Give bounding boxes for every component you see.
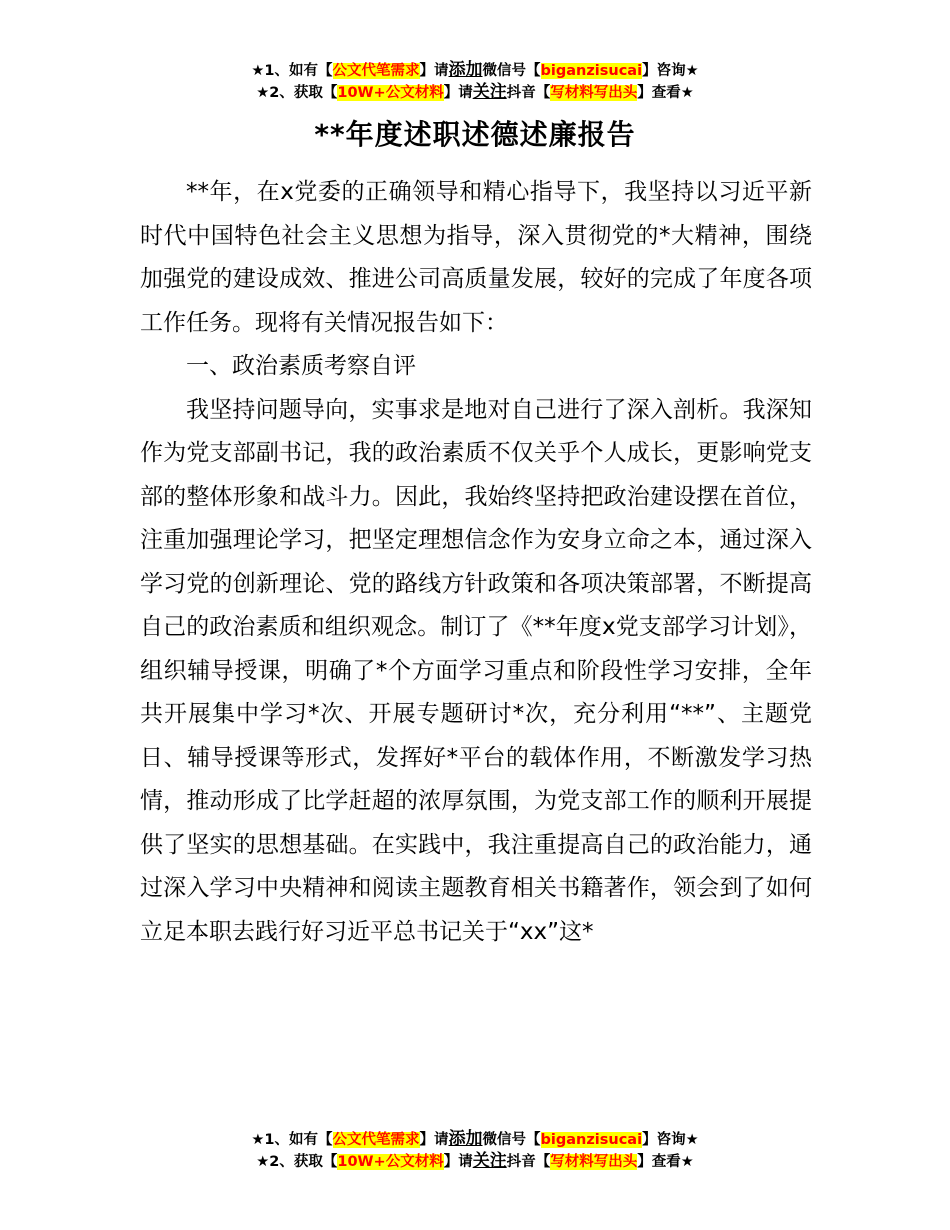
banner-line-1 (0, 60, 950, 82)
banner-emphasis: 关注 (472, 82, 507, 102)
banner-text: ★1、如有【 (251, 1132, 333, 1148)
banner-highlight: 写材料写出头 (550, 85, 638, 101)
banner-text: 】查看★ (637, 1154, 694, 1170)
top-banner (0, 60, 950, 104)
banner-text: 抖音【 (506, 1154, 551, 1170)
banner-highlight: 写材料写出头 (550, 1154, 638, 1170)
banner-text: ★2、获取【 (256, 85, 338, 101)
section-heading: 一、政治素质考察自评 (186, 353, 416, 379)
banner-text: 】咨询★ (642, 63, 699, 79)
banner-text: 】咨询★ (642, 1132, 699, 1148)
banner-text: 抖音【 (506, 85, 551, 101)
banner-emphasis: 添加 (448, 1129, 483, 1149)
banner-text: ★1、如有【 (251, 63, 333, 79)
banner-text: 微信号【 (482, 63, 541, 79)
banner-highlight: 10W+公文材料 (337, 1154, 444, 1170)
banner-text: 】请 (443, 85, 473, 101)
banner-highlight: 公文代笔需求 (332, 1132, 420, 1148)
document-body (140, 171, 812, 954)
document-title: **年度述职述德述廉报告 (314, 118, 636, 151)
bottom-banner (0, 1129, 950, 1173)
banner-emphasis: 关注 (472, 1151, 507, 1171)
banner-text: 】请 (443, 1154, 473, 1170)
intro-paragraph: **年，在x党委的正确领导和精心指导下，我坚持以习近平新时代中国特色社会主义思想为指导，深入贯彻党的*大精神，围绕加强党的建设成效、推进公司高质量发展，较好的完成了年度各项工作任务。现将有关情况报告如下： (140, 179, 812, 336)
banner-text: 】请 (419, 1132, 449, 1148)
banner-text: 】请 (419, 63, 449, 79)
banner-emphasis: 添加 (448, 60, 483, 80)
banner-highlight: 10W+公文材料 (337, 85, 444, 101)
banner-line-2 (0, 1151, 950, 1173)
banner-line-1 (0, 1129, 950, 1151)
banner-text: ★2、获取【 (256, 1154, 338, 1170)
banner-text: 微信号【 (482, 1132, 541, 1148)
banner-highlight: 公文代笔需求 (332, 63, 420, 79)
section-paragraph: 我坚持问题导向，实事求是地对自己进行了深入剖析。我深知作为党支部副书记，我的政治素质不仅关乎个人成长，更影响党支部的整体形象和战斗力。因此，我始终坚持把政治建设摆在首位，注重加强理论学习，把坚定理想信念作为安身立命之本，通过深入学习党的创新理论、党的路线方针政策和各项决策部署，不断提高自己的政治素质和组织观念。制订了《**年度x党支部学习计划》，组织辅导授课，明确了*个方面学习重点和阶段性学习安排，全年共开展集中学习*次、开展专题研讨*次，充分利用“**”、主题党日、辅导授课等形式，发挥好*平台的载体作用，不断激发学习热情，推动形成了比学赶超的浓厚氛围，为党支部工作的顺利开展提供了坚实的思想基础。在实践中，我注重提高自己的政治能力，通过深入学习中央精神和阅读主题教育相关书籍著作，领会到了如何立足本职去践行好习近平总书记关于“xx”这* (140, 396, 812, 945)
banner-text: 】查看★ (637, 85, 694, 101)
banner-line-2 (0, 82, 950, 104)
banner-highlight: biganzisucai (540, 63, 643, 79)
banner-highlight: biganzisucai (540, 1132, 643, 1148)
